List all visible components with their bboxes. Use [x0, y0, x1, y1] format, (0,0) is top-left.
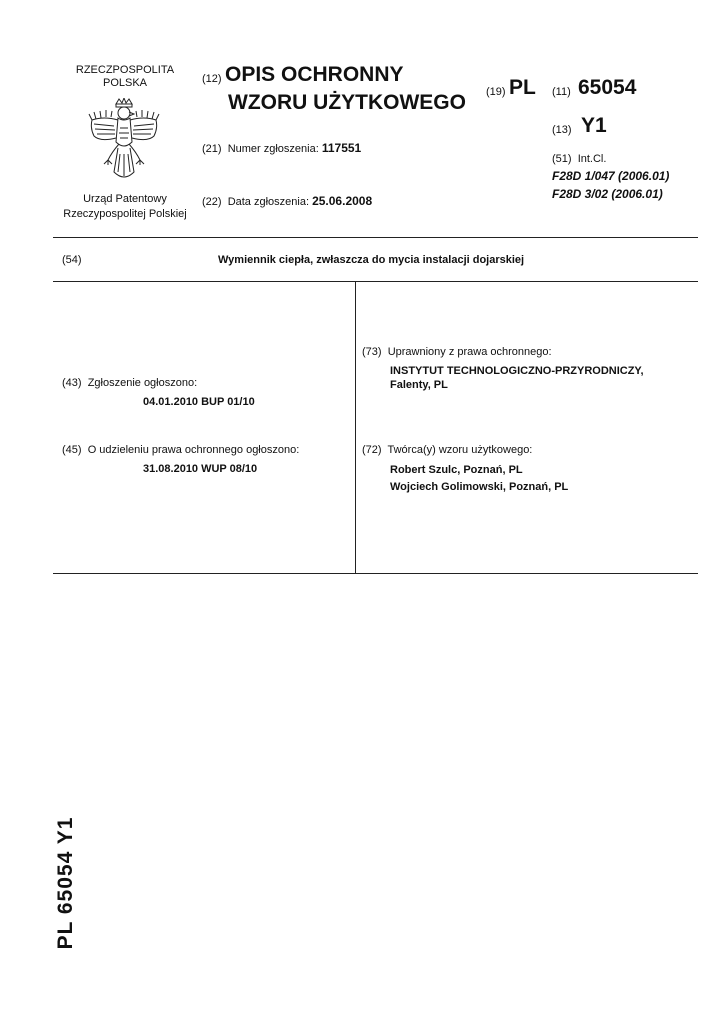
application-number-value: 117551 [321, 141, 362, 155]
doc-type-code: (12) [202, 73, 222, 85]
doc-type-line1: OPIS OCHRONNY [225, 63, 404, 86]
filing-date-value: 25.06.2008 [312, 194, 373, 208]
kind-value: Y1 [581, 114, 607, 137]
doc-type-line2: WZORU UŻYTKOWEGO [228, 91, 466, 114]
creator-name: Wojciech Golimowski, Poznań, PL [390, 481, 569, 493]
application-number-label: Numer zgłoszenia: [227, 143, 319, 155]
creators-list [390, 462, 568, 496]
holder-line1: INSTYTUT TECHNOLOGICZNO-PRZYRODNICZY, [390, 365, 644, 377]
eagle-emblem [86, 98, 162, 186]
column-divider [355, 281, 356, 573]
grant-text: O udzieleniu prawa ochronnego ogłoszono: [87, 444, 300, 456]
filing-date-code: (22) [202, 196, 222, 208]
creators-text: Twórca(y) wzoru użytkowego: [387, 444, 533, 456]
rule-top [53, 237, 698, 238]
country-code-label: (19) [486, 86, 506, 98]
holder-text: Uprawniony z prawa ochronnego: [387, 346, 552, 358]
holder-code: (73) [362, 346, 382, 358]
filing-date-label: Data zgłoszenia: [227, 196, 310, 208]
publication-code: (43) [62, 377, 82, 389]
kind-code: (13) [552, 124, 572, 136]
intcl-classes [552, 167, 669, 203]
holder-line2: Falenty, PL [390, 379, 448, 391]
publication-value: 04.01.2010 BUP 01/10 [143, 396, 255, 408]
creators-code: (72) [362, 444, 382, 456]
grant-value: 31.08.2010 WUP 08/10 [143, 463, 258, 475]
intcl-text: Int.Cl. [577, 153, 607, 165]
utility-model-title: Wymiennik ciepła, zwłaszcza do mycia instalacji dojarskiej [218, 254, 525, 266]
eagle-icon [86, 98, 162, 186]
publication-text: Zgłoszenie ogłoszono: [87, 377, 198, 389]
country-line1: RZECZPOSPOLITA [75, 64, 175, 76]
creator-name: Robert Szulc, Poznań, PL [390, 464, 523, 476]
country-line2: POLSKA [102, 77, 148, 89]
intcl-class2: F28D 3/02 (2006.01) [552, 187, 663, 201]
application-number-code: (21) [202, 143, 222, 155]
office-name [54, 192, 196, 222]
intcl-label [552, 153, 606, 165]
application-number [202, 141, 361, 155]
holder-name [390, 364, 644, 392]
publication-label [62, 377, 197, 389]
office-line1: Urząd Patentowy [83, 193, 167, 205]
intcl-code: (51) [552, 153, 572, 165]
side-document-label: PL 65054 Y1 [54, 816, 77, 950]
country-code-value: PL [509, 76, 536, 99]
country-name [62, 64, 188, 90]
creators-label [362, 444, 532, 456]
filing-date [202, 194, 372, 208]
holder-label [362, 346, 552, 358]
rule-middle [53, 281, 698, 282]
office-line2: Rzeczypospolitej Polskiej [63, 208, 187, 220]
title-code: (54) [62, 254, 82, 266]
rule-bottom [53, 573, 698, 574]
number-code: (11) [552, 86, 571, 98]
grant-label [62, 444, 299, 456]
doc-type-title [225, 61, 466, 117]
grant-code: (45) [62, 444, 82, 456]
patent-number: 65054 [578, 76, 637, 99]
intcl-class1: F28D 1/047 (2006.01) [552, 169, 670, 183]
